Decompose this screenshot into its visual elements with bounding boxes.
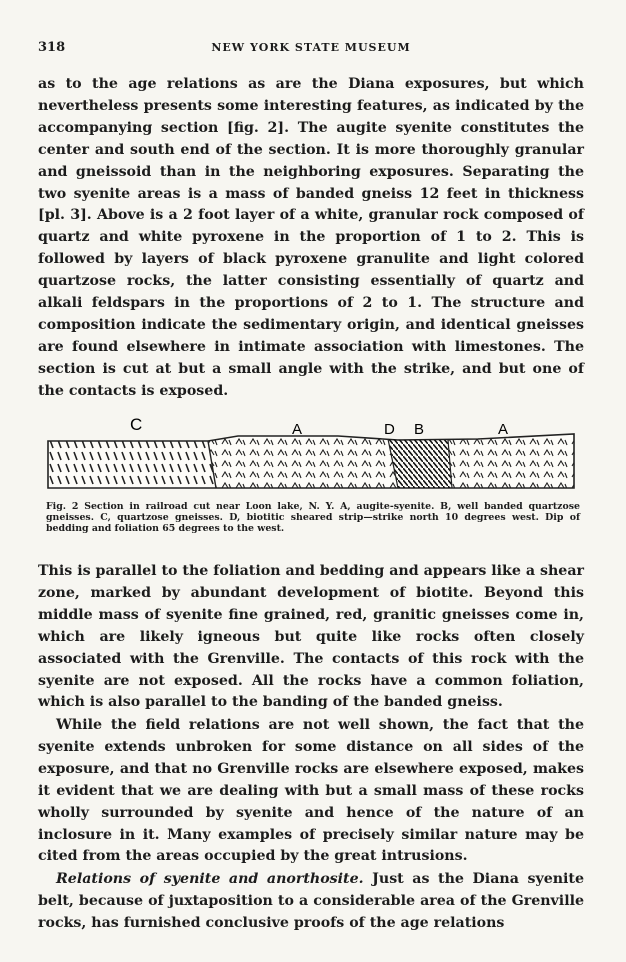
page-header <box>38 40 584 60</box>
rock-zone-a-middle <box>208 436 398 488</box>
figure-label-b: B <box>414 421 425 438</box>
rock-zone-a-east <box>448 434 574 488</box>
paragraph-4-text: Just as the Diana syenite belt, because of juxtaposition to a considerable area of the Grenville rocks, has furnished conclusive proofs of the age relations <box>38 871 585 931</box>
paragraph-2: This is parallel to the foliation and bedding and appears like a shear zone, marked by abundant development of biotite. Beyond this middle mass of syenite fine grained, red, granitic gneisses come in, which are likely igneous but quite like rocks often closely associated with the Grenville. The contacts of this rock with the syenite are not exposed. All the rocks have a common foliation, which is also parallel to the banding of the banded gneiss. <box>38 563 584 711</box>
paragraph-1: as to the age relations as are the Diana exposures, but which nevertheless presents some interesting features, as indicated by the accompanying section [fig. 2]. The augite syenite constitutes the center and south end of the section. It is more thoroughly granular and gneissoid than in the neighboring exposures. Separating the two syenite areas is a mass of banded gneiss 12 feet in thickness [pl. 3]. Above is a 2 foot layer of a white, granular rock composed of quartz and white pyroxene in the proportion of 1 to 2. This is followed by layers of black pyroxene granulite and light colored quartzose rocks, the latter consisting essentially of quartz and alkali feldspars in the proportions of 2 to 1. The structure and composition indicate the sedimentary origin, and identical gneisses are found elsewhere in intimate association with limestones. The section is cut at but a small angle with the strike, and but one of the contacts is exposed. <box>38 76 584 399</box>
section-heading: Relations of syenite and anorthosite. <box>56 871 364 887</box>
figure-label-d: D <box>384 421 395 438</box>
figure-label-c: C <box>130 415 143 434</box>
figure-2-section-diagram <box>38 414 584 492</box>
figure-label-a-east: A <box>498 421 509 438</box>
figure-caption: Fig. 2 Section in railroad cut near Loon lake, N. Y. A, augite-syenite. B, well banded quartzose gneisses. C, quartzose gneisses. D, biotitic sheared strip—strike north 10 degrees west. Dip of bedding and foliation 65 degrees to the west. <box>46 501 580 534</box>
figure-label-a-middle: A <box>292 421 303 438</box>
page-number: 318 <box>38 40 66 55</box>
paragraph-3: While the field relations are not well shown, the fact that the syenite extends unbroken for some distance on all sides of the exposure, and that no Grenville rocks are elsewhere exposed, makes it evident that we are dealing with but a small mass of these rocks wholly surrounded by syenite and hence of the nature of an inclosure in it. Many examples of precisely similar nature may be cited from the areas occupied by the great intrusions. <box>38 717 584 865</box>
running-title: NEW YORK STATE MUSEUM <box>211 41 411 54</box>
paragraph-4 <box>38 869 584 935</box>
rock-zone-c <box>48 441 216 488</box>
